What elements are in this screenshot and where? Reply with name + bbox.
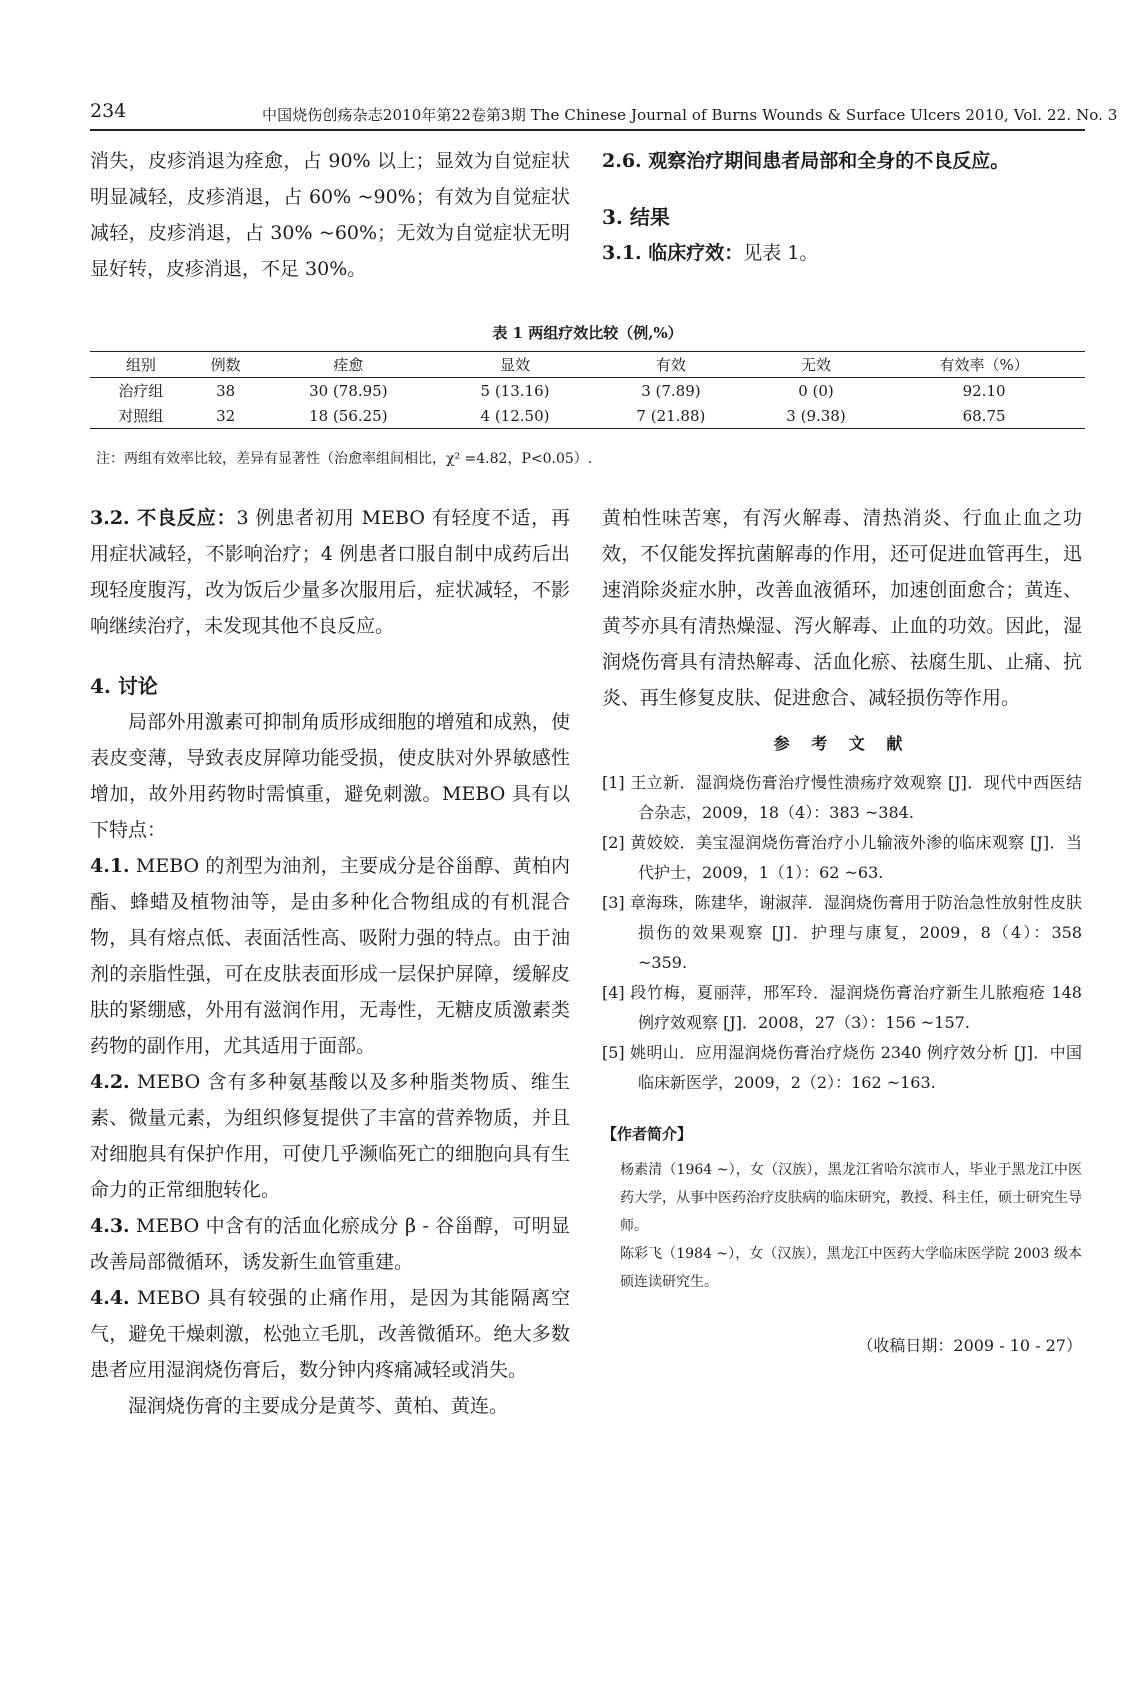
received-date: （收稿日期：2009 - 10 - 27） — [857, 1336, 1082, 1355]
author-info-title: 【作者简介】 — [602, 1125, 693, 1143]
section-4-2-label: 4.2. — [90, 1071, 130, 1093]
section-4-1 — [90, 848, 570, 1064]
table-header-row — [90, 352, 1085, 378]
table-cell: 18 (56.25) — [309, 406, 388, 425]
table-header-cell: 组别 — [125, 356, 156, 374]
section-2-6 — [602, 143, 1082, 179]
table-header-cell: 有效率（%） — [939, 356, 1029, 374]
table-cell: 7 (21.88) — [636, 406, 706, 425]
table-cell: 68.75 — [962, 406, 1006, 425]
page-number: 234 — [90, 100, 127, 122]
table-title: 表 1 两组疗效比较（例,%） — [492, 324, 683, 342]
table-header-cell: 例数 — [210, 356, 241, 374]
efficacy-table — [90, 351, 1085, 429]
references-title: 参 考 文 献 — [773, 734, 911, 753]
section-4-1-label: 4.1. — [90, 855, 130, 877]
section-4-4 — [90, 1280, 570, 1388]
ingredients-paragraph: 湿润烧伤膏的主要成分是黄芩、黄柏、黄连。 — [128, 1395, 509, 1417]
section-3-1-label: 3.1. 临床疗效： — [602, 242, 744, 264]
table-cell: 4 (12.50) — [480, 406, 550, 425]
table-header-cell: 显效 — [500, 356, 531, 374]
author-info: 陈彩飞（1984 ~），女（汉族），黑龙江中医药大学临床医学院 2003 级本硕连读研究生。 — [620, 1246, 1082, 1290]
left-column-top — [90, 143, 570, 287]
section-4-2 — [90, 1064, 570, 1208]
author-info: 杨素清（1964 ~），女（汉族），黑龙江省哈尔滨市人，毕业于黑龙江中医药大学，从事中医药治疗皮肤病的临床研究，教授、科主任，硕士研究生导师。 — [620, 1162, 1082, 1234]
section-2-6-text: 2.6. 观察治疗期间患者局部和全身的不良反应。 — [602, 150, 1010, 172]
section-4-4-text: MEBO 具有较强的止痛作用，是因为其能隔离空气，避免干燥刺激，松弛立毛肌，改善微循环。绝大多数患者应用湿润烧伤膏后，数分钟内疼痛减轻或消失。 — [90, 1287, 570, 1381]
criteria-paragraph: 消失，皮疹消退为痊愈，占 90% 以上；显效为自觉症状明显减轻，皮疹消退，占 60% ~90%；有效为自觉症状减轻，皮疹消退，占 30% ~60%；无效为自觉症状无明显好转，皮疹消退，不足 30%。 — [90, 150, 570, 280]
table-cell: 3 (7.89) — [641, 381, 701, 400]
heading-discussion: 4. 讨论 — [90, 674, 158, 698]
table-cell: 0 (0) — [798, 381, 834, 400]
left-column-bottom — [90, 500, 570, 1424]
section-4-1-text: MEBO 的剂型为油剂，主要成分是谷甾醇、黄柏内酯、蜂蜡及植物油等，是由多种化合物组成的有机混合物，具有熔点低、表面活性高、吸附力强的特点。由于油剂的亲脂性强，可在皮肤表面形成一层保护屏障，缓解皮肤的紧绷感，外用有滋润作用，无毒性，无糖皮质激素类药物的副作用，尤其适用于面部。 — [90, 855, 570, 1057]
journal-header: 中国烧伤创疡杂志2010年第22卷第3期 The Chinese Journal of Burns Wounds & Surface Ulcers 2010, Vol. 22. No. 3 — [262, 106, 1118, 124]
table-cell: 治疗组 — [118, 382, 164, 400]
table-note: 注：两组有效率比较，差异有显著性（治愈率组间相比，χ² =4.82，P<0.05）. — [96, 451, 593, 467]
discussion-continued: 黄柏性味苦寒，有泻火解毒、清热消炎、行血止血之功效，不仅能发挥抗菌解毒的作用，还可促进血管再生，迅速消除炎症水肿，改善血液循环，加速创面愈合；黄连、黄芩亦具有清热燥湿、泻火解毒、止血的功效。因此，湿润烧伤膏具有清热解毒、活血化瘀、祛腐生肌、止痛、抗炎、再生修复皮肤、促进愈合、减轻损伤等作用。 — [602, 507, 1082, 709]
right-column-top — [602, 143, 1082, 271]
section-4-3 — [90, 1208, 570, 1280]
reference-item: [4] 段竹梅，夏丽萍，邢军玲．湿润烧伤膏治疗新生儿脓疱疮 148 例疗效观察 [J]．2008，27（3）：156 ~157. — [602, 983, 1082, 1032]
section-3-2-label: 3.2. 不良反应： — [90, 507, 237, 529]
table-cell: 30 (78.95) — [309, 381, 388, 400]
table-row — [90, 403, 1085, 429]
reference-item: [1] 王立新．湿润烧伤膏治疗慢性溃疡疗效观察 [J]．现代中西医结合杂志，2009，18（4）：383 ~384. — [602, 773, 1082, 822]
table-cell: 3 (9.38) — [786, 406, 846, 425]
section-3-2 — [90, 500, 570, 644]
table-header-cell: 痊愈 — [333, 356, 364, 374]
section-3-1-text: 见表 1。 — [743, 242, 819, 264]
table-cell: 32 — [216, 406, 236, 425]
reference-item: [3] 章海珠，陈建华，谢淑萍．湿润烧伤膏用于防治急性放射性皮肤损伤的效果观察 [J]．护理与康复，2009，8（4）：358 ~359. — [602, 893, 1082, 972]
table-1 — [90, 322, 1085, 429]
section-3-1 — [602, 235, 1082, 271]
section-4-3-label: 4.3. — [90, 1215, 130, 1237]
table-row — [90, 378, 1085, 404]
section-4-4-label: 4.4. — [90, 1287, 130, 1309]
section-4-2-text: MEBO 含有多种氨基酸以及多种脂类物质、维生素、微量元素，为组织修复提供了丰富的营养物质，并且对细胞具有保护作用，可使几乎濒临死亡的细胞向具有生命力的正常细胞转化。 — [90, 1071, 570, 1201]
discussion-intro: 局部外用激素可抑制角质形成细胞的增殖和成熟，使表皮变薄，导致表皮屏障功能受损，使皮肤对外界敏感性增加，故外用药物时需慎重，避免刺激。MEBO 具有以下特点： — [90, 711, 570, 841]
section-4-3-text: MEBO 中含有的活血化瘀成分 β - 谷甾醇，可明显改善局部微循环，诱发新生血管重建。 — [90, 1215, 570, 1273]
table-header-cell: 有效 — [655, 356, 686, 374]
right-column-bottom — [602, 500, 1082, 1364]
table-cell: 38 — [216, 381, 236, 400]
table-header-cell: 无效 — [800, 356, 831, 374]
section-3-2-text: 3 例患者初用 MEBO 有轻度不适，再用症状减轻，不影响治疗；4 例患者口服自制中成药后出现轻度腹泻，改为饭后少量多次服用后，症状减轻，不影响继续治疗，未发现其他不良反应。 — [90, 507, 570, 637]
header-rule — [90, 129, 1085, 131]
reference-item: [2] 黄姣姣．美宝湿润烧伤膏治疗小儿输液外渗的临床观察 [J]．当代护士，2009，1（1）：62 ~63. — [602, 833, 1082, 882]
table-cell: 92.10 — [962, 381, 1006, 400]
table-cell: 5 (13.16) — [480, 381, 550, 400]
heading-results: 3. 结果 — [602, 205, 670, 229]
table-cell: 对照组 — [118, 407, 164, 425]
reference-item: [5] 姚明山．应用湿润烧伤膏治疗烧伤 2340 例疗效分析 [J]．中国临床新医学，2009，2（2）：162 ~163. — [602, 1043, 1082, 1092]
